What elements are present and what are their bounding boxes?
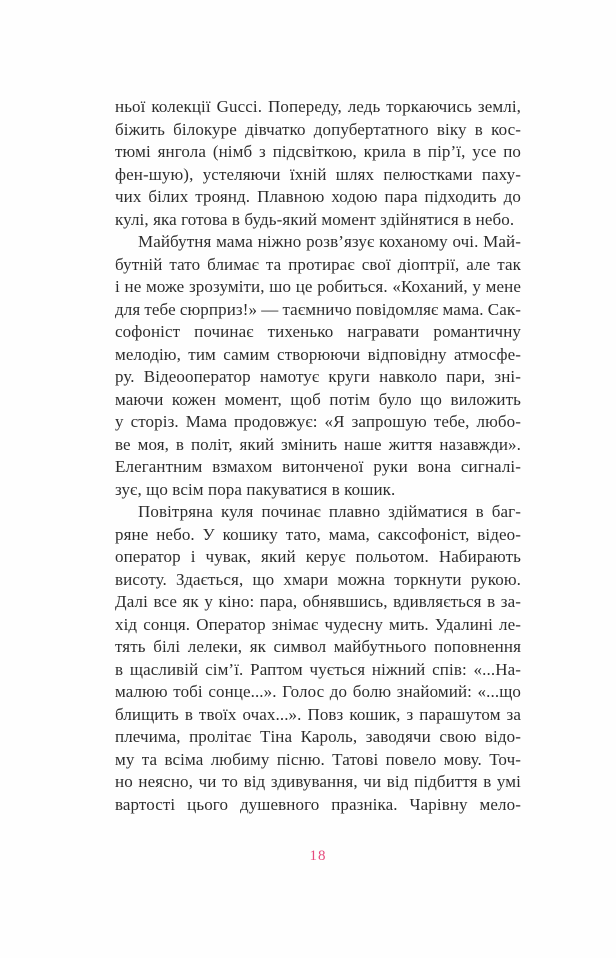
text-line: [115, 254, 521, 277]
text-line: [115, 591, 521, 614]
text-line-content: ве моя, в політ, який змінить наше життя назавжди».: [115, 434, 521, 454]
text-line-content: тять білі лелеки, як символ майбутнього поповнення: [115, 637, 521, 656]
text-line: [115, 186, 521, 209]
text-line: [115, 344, 521, 367]
text-line: [115, 119, 521, 142]
text-line-content: кулі, яка готова в будь-який момент здійнятися в небо.: [115, 209, 515, 229]
text-line: [115, 434, 521, 457]
text-line-content: Майбутня мама ніжно розв’язує коханому очі. Май-: [138, 232, 521, 251]
text-line-content: софоніст починає тихенько награвати романтичну: [115, 322, 521, 341]
text-line: [115, 299, 521, 322]
text-line: [115, 501, 521, 524]
text-line: [115, 411, 521, 434]
text-line-content: мелодію, тим самим створюючи відповідну атмосфе-: [115, 344, 521, 364]
text-line-content: фен-шую), устеляючи їхній шлях пелюстками паху-: [115, 164, 521, 184]
text-line-content: ру. Відеооператор намотує круги навколо пари, зні-: [115, 367, 521, 386]
text-line-content: ньої колекції Gucci. Попереду, ледь торкаючись землі,: [115, 97, 521, 116]
text-line: [115, 479, 521, 502]
text-line-content: му та всіма любиму пісню. Татові повело мову. Точ-: [115, 749, 521, 769]
text-line: [115, 141, 521, 164]
text-line-content: чих білих троянд. Плавною ходою пара підходить до: [115, 187, 521, 206]
paragraph: [115, 501, 521, 816]
text-line-content: но неясно, чи то від здивування, чи від підбиття в умі: [115, 772, 521, 791]
text-line-content: Елегантним взмахом витонченої руки вона сигналі-: [115, 457, 521, 476]
text-line: [115, 96, 521, 119]
text-line: [115, 524, 521, 547]
text-line-content: бутній тато блимає та протирає свої діоптрії, але так: [115, 254, 521, 274]
text-line-content: блищить в твоїх очах...». Повз кошик, з парашутом за: [115, 704, 521, 724]
text-line-content: для тебе сюрприз!» — таємничо повідомляє мама. Сак-: [115, 299, 521, 319]
text-line: [115, 636, 521, 659]
text-line: [115, 681, 521, 704]
text-line: [115, 231, 521, 254]
text-line-content: в щасливій сім’ї. Раптом чується ніжний спів: «...На-: [115, 659, 521, 679]
text-line: [115, 659, 521, 682]
text-line-content: зує, що всім пора пакуватися в кошик.: [115, 479, 396, 499]
text-line-content: хід сонця. Оператор знімає чудесну мить. Удалині ле-: [115, 614, 521, 634]
text-line: [115, 321, 521, 344]
text-line: [115, 276, 521, 299]
text-line-content: оператор і чувак, який керує польотом. Набирають: [115, 547, 521, 566]
paragraph: [115, 96, 521, 231]
text-line-content: маючи кожен момент, щоб потім було що виложить: [115, 389, 521, 409]
text-line: [115, 749, 521, 772]
text-line-content: тюмі янгола (німб з підсвіткою, крила в пір’ї, усе по: [115, 142, 521, 161]
text-line-content: плечима, пролітає Тіна Кароль, заводячи свою відо-: [115, 727, 521, 746]
text-line-content: ряне небо. У кошику тато, мама, саксофоніст, відео-: [115, 524, 521, 544]
paragraph: [115, 231, 521, 501]
text-line: [115, 366, 521, 389]
text-line: [115, 614, 521, 637]
text-line: [115, 794, 521, 817]
text-line: [115, 164, 521, 187]
text-line: [115, 771, 521, 794]
text-line-content: Далі все як у кіно: пара, обнявшись, вдивляється в за-: [115, 592, 521, 611]
text-line: [115, 569, 521, 592]
text-line-content: висоту. Здається, що хмари можна торкнути рукою.: [115, 569, 521, 589]
text-line: [115, 456, 521, 479]
text-line: [115, 209, 521, 232]
text-line: [115, 704, 521, 727]
page-number: 18: [309, 848, 327, 864]
text-line-content: біжить білокуре дівчатко допубертатного віку в кос-: [115, 119, 521, 139]
text-line-content: Повітряна куля починає плавно здійматися в баг-: [138, 502, 521, 521]
text-line-content: і не може зрозуміти, шо це робиться. «Коханий, у мене: [115, 277, 521, 296]
text-line: [115, 726, 521, 749]
text-line: [115, 546, 521, 569]
text-line: [115, 389, 521, 412]
text-line-content: у сторіз. Мама продовжує: «Я запрошую тебе, любо-: [115, 412, 521, 431]
text-line-content: вартості цього душевного празніка. Чарівну мело-: [115, 794, 521, 814]
text-column: [115, 96, 521, 816]
text-line-content: малюю тобі сонце...». Голос до болю знайомий: «...що: [115, 682, 521, 701]
